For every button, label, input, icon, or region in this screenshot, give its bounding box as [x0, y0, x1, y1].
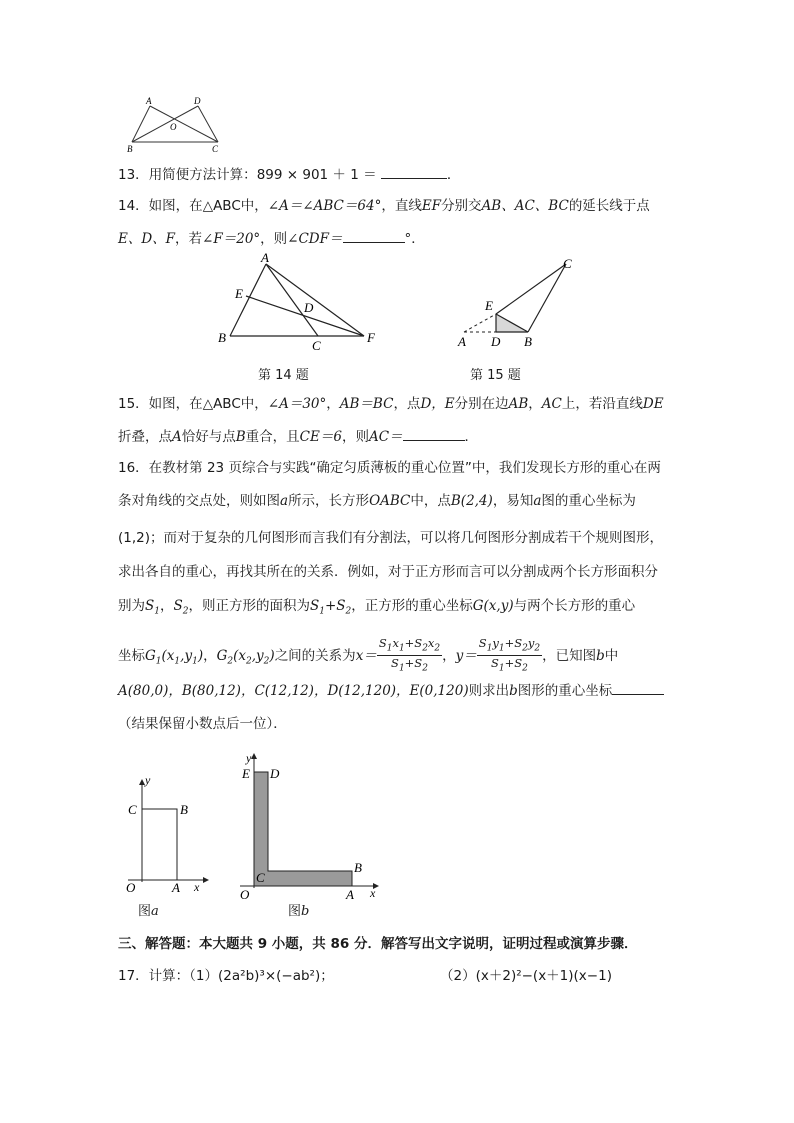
question-17-part2	[440, 966, 612, 986]
q15-text-d: ，点	[393, 396, 421, 412]
q14-end: °．	[404, 231, 425, 247]
q16-text-b: 所示，长方形	[288, 493, 370, 509]
fig15-label-A: A	[458, 334, 466, 349]
fig15-label-D: D	[491, 334, 501, 349]
fig14-caption: 第 14 题	[258, 368, 309, 383]
fig14-label-E: E	[235, 286, 243, 301]
fig14-label-C: C	[312, 338, 321, 350]
q16-text-e: 图的重心坐标为	[541, 493, 636, 509]
q14-points: E、D、F	[118, 231, 176, 247]
q16-text-h: ，正方形的重心坐标	[351, 598, 473, 614]
question-16-line8	[118, 714, 287, 734]
figb-label-D: D	[270, 766, 280, 781]
q16-points-list: A(80,0)，B(80,12)，C(12,12)，D(12,120)，E(0,120)	[118, 683, 469, 699]
q16-y-eq: y＝	[455, 647, 477, 664]
question-15-line2	[118, 426, 478, 447]
q14-text-a: 14．如图，在	[118, 198, 203, 214]
q15-end: ．	[464, 429, 479, 445]
figb-caption: 图b	[288, 904, 310, 919]
q16-fig-b-ref: b	[596, 647, 605, 664]
figa-y-label: y	[145, 773, 151, 787]
q16-text-g: ，则正方形的面积为	[188, 598, 310, 614]
figa-label-C: C	[128, 802, 137, 817]
label-D: D	[194, 96, 201, 106]
q14-text-g: ，则	[260, 231, 288, 247]
q16-g2: $G_2(x_2,y_2)$	[216, 647, 275, 667]
q14-triangle: △ABC	[202, 198, 241, 214]
section-3-heading: 三、解答题：本大题共 9 小题，共 86 分．解答写出文字说明，证明过程或演算步骤．	[118, 936, 638, 952]
q15-text-h: 折叠，点	[118, 429, 172, 445]
q16-oabc: OABC	[369, 493, 411, 509]
q15-points: D，E	[420, 396, 455, 412]
question-16-line4	[118, 562, 658, 582]
label-C: C	[212, 144, 219, 154]
q17-part2: (x＋2)²−(x＋1)(x−1)	[475, 968, 612, 984]
top-figure-bowtie	[126, 96, 226, 156]
q14-text-b: 中，	[240, 198, 268, 214]
q16-gxy: G(x,y)	[472, 598, 514, 614]
figb-y-label: y	[246, 751, 252, 765]
question-16-line6: 坐标$G_1(x_1,y_1)$，$G_2(x_2,y_2)$之间的关系为x＝ $\frac{S_1x_1+S_2x_2}{S_1+S_2}$ ，y＝ $\frac{S_1y_1+S_2y_2}{S_1+S_2}$ ，已知图b中	[118, 636, 619, 674]
q15-side-ac: AC	[541, 396, 562, 412]
fig14-label-B: B	[218, 330, 226, 345]
question-17	[118, 966, 334, 986]
q14-text-c: ，直线	[381, 198, 422, 214]
q15-side-ab: AB	[508, 396, 529, 412]
figb-label-O: O	[240, 887, 250, 902]
fig15-label-B: B	[524, 334, 532, 349]
q15-text-k: ，则	[341, 429, 369, 445]
question-13	[118, 164, 460, 185]
q16-text-o: 图形的重心坐标	[517, 683, 613, 699]
q15-angle-a: ∠A＝30°	[267, 396, 327, 412]
q17-part1: (2a²b)³×(−ab²)；	[218, 968, 334, 984]
q16-fig-a-ref-2: a	[533, 493, 542, 509]
label-O: O	[170, 122, 177, 132]
figa-label-A: A	[172, 880, 180, 895]
figb-label-B: B	[354, 860, 362, 875]
q16-text-c: 中，点	[410, 493, 451, 509]
fig15-label-C: C	[563, 256, 572, 271]
figa-label-B: B	[180, 802, 188, 817]
q15-text-a: 15．如图，在	[118, 396, 203, 412]
q16-text-i: 与两个长方形的重心	[513, 598, 636, 614]
question-14-line1	[118, 196, 650, 216]
q16-line3-text: (1,2)；而对于复杂的几何图形而言我们有分割法，可以将几何图形分割成若干个规则图形，	[118, 530, 664, 546]
q16-answer-blank[interactable]	[612, 680, 664, 695]
q15-triangle: △ABC	[202, 396, 241, 412]
fig15-label-E: E	[485, 298, 493, 313]
q15-point-a: A	[172, 429, 182, 445]
q14-text-d: 分别交	[441, 198, 482, 214]
figure-b	[232, 750, 382, 902]
q16-line1-text: 16．在教材第 23 页综合与实践“确定匀质薄板的重心位置”中，我们发现长方形的重心在两	[118, 460, 661, 476]
question-15-line1	[118, 394, 664, 414]
figa-caption: 图a	[138, 904, 159, 919]
figure-a	[122, 772, 212, 896]
q17-head: 17．计算：（1）	[118, 968, 219, 984]
q16-fig-a-ref: a	[280, 493, 289, 509]
q16-frac-x: $\frac{S_1x_1+S_2x_2}{S_1+S_2}$	[378, 636, 441, 674]
q16-text-a: 条对角线的交点处，则如图	[118, 493, 280, 509]
figb-x-label: x	[370, 886, 376, 900]
q16-text-d: ，易知	[492, 493, 534, 509]
q16-x-eq: x＝	[355, 647, 377, 664]
q15-text-f: ，	[528, 396, 542, 412]
figb-label-A: A	[346, 887, 354, 902]
q14-ask: ∠CDF＝	[287, 231, 343, 247]
q16-text-f: 别为	[118, 598, 145, 614]
question-14-line2	[118, 228, 425, 249]
q14-line-ef: EF	[421, 198, 442, 214]
q15-text-i: 恰好与点	[181, 429, 236, 445]
question-16-line2	[118, 491, 636, 511]
question-16-line5: 别为$S_1$，$S_2$，则正方形的面积为$S_1+S_2$，正方形的重心坐标G(x,y)与两个长方形的重心	[118, 598, 636, 617]
q16-s1: $S_1$	[145, 598, 160, 617]
q15-text-j: 重合，且	[245, 429, 300, 445]
q15-text-g: 上，若沿直线	[561, 396, 643, 412]
q14-text-e: 的延长线于点	[568, 198, 650, 214]
q16-point-b: B(2,4)	[450, 493, 493, 509]
q16-text-m: 中	[604, 647, 619, 664]
q16-area: $S_1+S_2$	[309, 598, 352, 617]
figa-label-O: O	[126, 880, 136, 895]
q16-frac-y: $\frac{S_1y_1+S_2y_2}{S_1+S_2}$	[478, 636, 541, 674]
q15-eq: AB＝BC	[339, 396, 394, 412]
figb-label-C: C	[256, 870, 265, 885]
q14-condition: ∠A＝∠ABC＝64°	[267, 198, 382, 214]
figure-14	[218, 250, 388, 350]
q16-fig-b-ref-2: b	[509, 683, 518, 699]
q16-line4-text: 求出各自的重心，再找其所在的关系．例如，对于正方形而言可以分割成两个长方形面积分	[118, 564, 658, 580]
q15-text-b: 中，	[240, 396, 268, 412]
label-B: B	[127, 144, 133, 154]
fig14-label-F: F	[367, 330, 375, 345]
q15-answer-blank[interactable]	[403, 426, 465, 441]
q13-end: ．	[446, 167, 461, 183]
q16-text-n: 则求出	[468, 683, 510, 699]
q16-text-j: 坐标	[118, 647, 145, 664]
q15-point-b: B	[235, 429, 246, 445]
q13-number: 13．	[118, 167, 149, 183]
q14-sides: AB、AC、BC	[481, 198, 569, 214]
label-A: A	[146, 96, 152, 106]
fig15-caption: 第 15 题	[470, 368, 521, 383]
q13-text: 用简便方法计算：	[148, 167, 257, 183]
figa-x-label: x	[194, 880, 200, 894]
q15-line-de: DE	[642, 396, 664, 412]
q13-expr: 899 × 901 ＋ 1 ＝	[256, 167, 377, 183]
q14-answer-blank[interactable]	[343, 228, 405, 243]
q15-text-c: ，	[326, 396, 340, 412]
fig14-label-D: D	[304, 300, 314, 315]
q15-text-e: 分别在边	[454, 396, 509, 412]
q16-g1: $G_1(x_1,y_1)$	[145, 647, 204, 667]
question-16-line7	[118, 680, 664, 701]
q16-text-l: ，已知图	[542, 647, 597, 664]
figb-label-E: E	[242, 766, 250, 781]
q16-s2: $S_2$	[173, 598, 189, 617]
q15-ask: AC＝	[368, 429, 403, 445]
question-16-line1	[118, 458, 661, 478]
fig14-label-A: A	[261, 250, 269, 265]
q13-answer-blank[interactable]	[381, 164, 447, 179]
question-16-line3	[118, 528, 663, 548]
q17-head2: （2）	[440, 968, 476, 984]
q14-angle-f: ∠F＝20°	[202, 231, 261, 247]
figure-15	[456, 256, 586, 352]
q15-ce: CE＝6	[299, 429, 342, 445]
q16-line8-text: （结果保留小数点后一位）．	[118, 716, 287, 732]
q14-text-f: ，若	[175, 231, 203, 247]
q16-text-k: 之间的关系为	[274, 647, 356, 664]
